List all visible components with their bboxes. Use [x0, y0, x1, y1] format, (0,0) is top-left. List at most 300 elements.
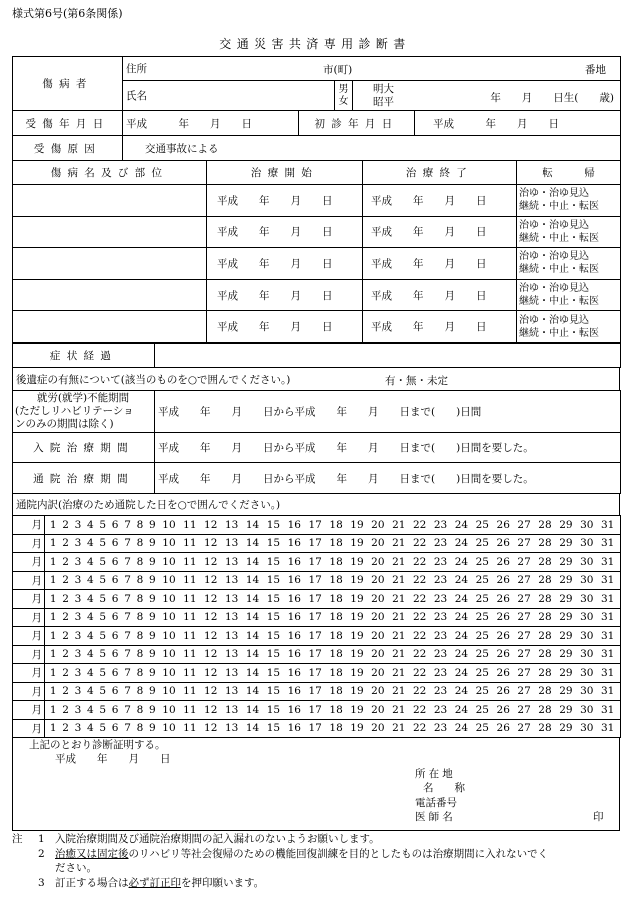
day-number[interactable]: 2	[62, 629, 69, 642]
day-number[interactable]: 27	[517, 555, 531, 568]
day-number[interactable]: 31	[600, 592, 615, 605]
day-number[interactable]: 19	[350, 629, 364, 642]
day-number[interactable]: 26	[496, 666, 510, 679]
day-number[interactable]: 27	[517, 629, 531, 642]
day-number[interactable]: 15	[266, 685, 281, 698]
day-number[interactable]: 16	[287, 722, 301, 735]
day-number[interactable]: 5	[99, 518, 107, 531]
day-number[interactable]: 25	[475, 518, 489, 531]
day-number[interactable]: 6	[111, 685, 119, 698]
day-number[interactable]: 17	[308, 666, 322, 679]
day-number[interactable]: 14	[245, 574, 260, 587]
day-number[interactable]: 12	[204, 518, 218, 531]
day-number[interactable]: 6	[111, 648, 119, 661]
first-visit-field[interactable]: 平成 年 月 日	[415, 111, 621, 136]
day-number[interactable]: 9	[148, 537, 156, 550]
month-cell[interactable]	[13, 701, 45, 720]
day-number[interactable]: 7	[124, 666, 131, 679]
day-number[interactable]: 14	[245, 611, 260, 624]
day-number[interactable]: 19	[350, 518, 364, 531]
day-number[interactable]: 4	[87, 555, 94, 568]
day-number[interactable]: 22	[412, 611, 427, 624]
day-number[interactable]: 1	[49, 592, 57, 605]
day-number[interactable]: 15	[266, 518, 281, 531]
day-number[interactable]: 23	[433, 722, 448, 735]
day-number[interactable]: 5	[99, 703, 107, 716]
day-number[interactable]: 26	[496, 611, 510, 624]
day-number[interactable]: 15	[266, 555, 281, 568]
day-number[interactable]: 8	[136, 555, 144, 568]
day-number[interactable]: 17	[308, 574, 322, 587]
day-number[interactable]: 29	[559, 537, 573, 550]
day-number[interactable]: 19	[350, 722, 364, 735]
month-cell[interactable]	[13, 553, 45, 572]
day-number[interactable]: 6	[111, 537, 119, 550]
day-number[interactable]: 17	[308, 592, 322, 605]
day-number[interactable]: 12	[204, 592, 218, 605]
day-number[interactable]: 9	[148, 666, 156, 679]
day-number[interactable]: 31	[600, 703, 615, 716]
day-number[interactable]: 25	[475, 574, 489, 587]
month-cell[interactable]	[13, 516, 45, 535]
work-period-field[interactable]: 平成 年 月 日から平成 年 月 日まで( )日間	[155, 391, 621, 433]
day-number[interactable]: 8	[136, 592, 144, 605]
day-number[interactable]: 14	[245, 592, 260, 605]
day-number[interactable]: 30	[580, 685, 594, 698]
day-number[interactable]: 12	[204, 611, 218, 624]
day-number[interactable]: 18	[329, 666, 343, 679]
day-number[interactable]: 20	[371, 611, 385, 624]
day-number[interactable]: 30	[580, 648, 594, 661]
outcome-field[interactable]	[517, 248, 621, 280]
day-number[interactable]: 3	[74, 685, 82, 698]
day-number[interactable]: 18	[329, 592, 343, 605]
day-number[interactable]: 31	[600, 648, 615, 661]
day-number[interactable]: 1	[49, 611, 57, 624]
day-number[interactable]: 24	[454, 518, 469, 531]
day-number[interactable]: 7	[124, 611, 131, 624]
injury-name-field[interactable]	[13, 216, 207, 248]
day-number[interactable]: 31	[600, 685, 615, 698]
month-cell[interactable]	[13, 608, 45, 627]
day-number[interactable]: 9	[148, 592, 156, 605]
day-number[interactable]: 3	[74, 722, 82, 735]
day-number[interactable]: 12	[204, 629, 218, 642]
day-number[interactable]: 20	[371, 537, 385, 550]
day-number[interactable]: 19	[350, 555, 364, 568]
day-number[interactable]: 12	[204, 703, 218, 716]
day-number[interactable]: 11	[183, 703, 197, 716]
day-number[interactable]: 5	[99, 537, 107, 550]
day-number[interactable]: 25	[475, 703, 489, 716]
day-number[interactable]: 21	[392, 666, 406, 679]
day-number[interactable]: 16	[287, 518, 301, 531]
day-number[interactable]: 4	[87, 518, 94, 531]
day-number[interactable]: 1	[49, 518, 57, 531]
day-number[interactable]: 6	[111, 666, 119, 679]
day-number[interactable]: 16	[287, 537, 301, 550]
day-number[interactable]: 1	[49, 685, 57, 698]
day-number[interactable]: 7	[124, 592, 131, 605]
day-number[interactable]: 23	[433, 574, 448, 587]
day-number[interactable]: 26	[496, 685, 510, 698]
treatment-start-field[interactable]: 平成 年 月 日	[207, 185, 363, 217]
month-cell[interactable]	[13, 664, 45, 683]
day-number[interactable]: 4	[87, 574, 94, 587]
day-number[interactable]: 10	[162, 555, 176, 568]
day-number[interactable]: 2	[62, 537, 69, 550]
day-number[interactable]: 19	[350, 666, 364, 679]
day-number[interactable]: 20	[371, 518, 385, 531]
day-number[interactable]: 24	[454, 666, 469, 679]
day-number[interactable]: 21	[392, 685, 406, 698]
day-number[interactable]: 16	[287, 703, 301, 716]
day-number[interactable]: 30	[580, 722, 594, 735]
day-number[interactable]: 9	[148, 685, 156, 698]
day-number[interactable]: 29	[559, 629, 573, 642]
day-number[interactable]: 20	[371, 703, 385, 716]
day-number[interactable]: 10	[162, 629, 176, 642]
month-cell[interactable]	[13, 590, 45, 609]
day-number[interactable]: 4	[87, 629, 94, 642]
day-number[interactable]: 16	[287, 555, 301, 568]
day-number[interactable]: 18	[329, 648, 343, 661]
day-number[interactable]: 31	[600, 722, 615, 735]
day-number[interactable]: 6	[111, 703, 119, 716]
day-number[interactable]: 23	[433, 648, 448, 661]
day-number[interactable]: 20	[371, 592, 385, 605]
day-number[interactable]: 17	[308, 555, 322, 568]
day-number[interactable]: 3	[74, 555, 82, 568]
day-number[interactable]: 13	[224, 611, 239, 624]
day-number[interactable]: 6	[111, 611, 119, 624]
treatment-start-field[interactable]: 平成 年 月 日	[207, 311, 363, 343]
day-number[interactable]: 7	[124, 648, 131, 661]
day-number[interactable]: 29	[559, 611, 573, 624]
month-cell[interactable]	[13, 571, 45, 590]
day-number[interactable]: 31	[600, 574, 615, 587]
day-number[interactable]: 4	[87, 537, 94, 550]
day-number[interactable]: 4	[87, 666, 94, 679]
day-number[interactable]: 15	[266, 722, 281, 735]
day-number[interactable]: 26	[496, 537, 510, 550]
day-number[interactable]: 12	[204, 685, 218, 698]
day-number[interactable]: 31	[600, 537, 615, 550]
day-number[interactable]: 26	[496, 648, 510, 661]
day-number[interactable]: 30	[580, 629, 594, 642]
day-number[interactable]: 4	[87, 611, 94, 624]
day-number[interactable]: 8	[136, 574, 144, 587]
day-number[interactable]: 10	[162, 685, 176, 698]
day-number[interactable]: 25	[475, 648, 489, 661]
day-number[interactable]: 30	[580, 574, 594, 587]
day-number[interactable]: 11	[183, 666, 197, 679]
symptom-field[interactable]	[155, 344, 621, 368]
day-number[interactable]: 21	[392, 703, 406, 716]
treatment-end-field[interactable]: 平成 年 月 日	[363, 279, 517, 311]
day-number[interactable]: 12	[204, 666, 218, 679]
birthdate-field[interactable]	[353, 81, 621, 111]
day-number[interactable]: 27	[517, 537, 531, 550]
day-number[interactable]: 18	[329, 629, 343, 642]
name-field[interactable]	[123, 81, 335, 111]
day-number[interactable]: 13	[224, 685, 239, 698]
day-number[interactable]: 24	[454, 703, 469, 716]
day-number[interactable]: 11	[183, 611, 197, 624]
day-number[interactable]: 8	[136, 666, 144, 679]
day-number[interactable]: 11	[183, 629, 197, 642]
day-number[interactable]: 28	[538, 555, 552, 568]
day-number[interactable]: 6	[111, 574, 119, 587]
day-number[interactable]: 20	[371, 722, 385, 735]
day-number[interactable]: 13	[224, 666, 239, 679]
day-number[interactable]: 15	[266, 648, 281, 661]
day-number[interactable]: 30	[580, 518, 594, 531]
day-number[interactable]: 28	[538, 629, 552, 642]
day-number[interactable]: 5	[99, 592, 107, 605]
day-number[interactable]: 16	[287, 611, 301, 624]
day-number[interactable]: 14	[245, 518, 260, 531]
day-number[interactable]: 8	[136, 685, 144, 698]
day-number[interactable]: 23	[433, 518, 448, 531]
day-number[interactable]: 22	[412, 722, 427, 735]
day-number[interactable]: 25	[475, 592, 489, 605]
day-number[interactable]: 25	[475, 611, 489, 624]
day-number[interactable]: 1	[49, 574, 57, 587]
treatment-start-field[interactable]: 平成 年 月 日	[207, 248, 363, 280]
day-number[interactable]: 3	[74, 537, 82, 550]
day-number[interactable]: 21	[392, 537, 406, 550]
day-number[interactable]: 9	[148, 722, 156, 735]
day-number[interactable]: 12	[204, 555, 218, 568]
day-number[interactable]: 29	[559, 592, 573, 605]
day-number[interactable]: 13	[224, 722, 239, 735]
day-number[interactable]: 18	[329, 611, 343, 624]
day-number[interactable]: 11	[183, 518, 197, 531]
day-number[interactable]: 17	[308, 518, 322, 531]
day-number[interactable]: 8	[136, 629, 144, 642]
day-number[interactable]: 24	[454, 537, 469, 550]
day-number[interactable]: 27	[517, 666, 531, 679]
day-number[interactable]: 10	[162, 666, 176, 679]
day-number[interactable]: 6	[111, 592, 119, 605]
day-number[interactable]: 17	[308, 611, 322, 624]
day-number[interactable]: 30	[580, 703, 594, 716]
day-number[interactable]: 30	[580, 592, 594, 605]
day-number[interactable]: 4	[87, 722, 94, 735]
day-number[interactable]: 7	[124, 574, 131, 587]
day-number[interactable]: 17	[308, 685, 322, 698]
day-number[interactable]: 22	[412, 703, 427, 716]
day-number[interactable]: 19	[350, 537, 364, 550]
day-number[interactable]: 23	[433, 592, 448, 605]
sequelae-options[interactable]: 有・無・未定	[385, 375, 448, 387]
day-number[interactable]: 25	[475, 666, 489, 679]
day-number[interactable]: 27	[517, 648, 531, 661]
day-number[interactable]: 27	[517, 592, 531, 605]
day-number[interactable]: 1	[49, 722, 57, 735]
outcome-field[interactable]	[517, 311, 621, 343]
day-number[interactable]: 21	[392, 722, 406, 735]
day-number[interactable]: 11	[183, 574, 197, 587]
day-number[interactable]: 3	[74, 592, 82, 605]
day-number[interactable]: 20	[371, 574, 385, 587]
day-number[interactable]: 23	[433, 537, 448, 550]
day-number[interactable]: 28	[538, 703, 552, 716]
day-number[interactable]: 31	[600, 611, 615, 624]
day-number[interactable]: 5	[99, 629, 107, 642]
day-number[interactable]: 16	[287, 592, 301, 605]
day-number[interactable]: 2	[62, 592, 69, 605]
day-number[interactable]: 24	[454, 685, 469, 698]
day-number[interactable]: 2	[62, 722, 69, 735]
day-number[interactable]: 30	[580, 666, 594, 679]
day-number[interactable]: 28	[538, 537, 552, 550]
day-number[interactable]: 20	[371, 629, 385, 642]
day-number[interactable]: 5	[99, 722, 107, 735]
day-number[interactable]: 11	[183, 722, 197, 735]
day-number[interactable]: 25	[475, 722, 489, 735]
day-number[interactable]: 17	[308, 703, 322, 716]
day-number[interactable]: 17	[308, 629, 322, 642]
day-number[interactable]: 3	[74, 666, 82, 679]
day-number[interactable]: 22	[412, 685, 427, 698]
day-number[interactable]: 11	[183, 592, 197, 605]
day-number[interactable]: 19	[350, 574, 364, 587]
day-number[interactable]: 15	[266, 592, 281, 605]
day-number[interactable]: 23	[433, 685, 448, 698]
day-number[interactable]: 22	[412, 537, 427, 550]
day-number[interactable]: 25	[475, 685, 489, 698]
day-number[interactable]: 22	[412, 666, 427, 679]
day-number[interactable]: 15	[266, 703, 281, 716]
day-number[interactable]: 12	[204, 574, 218, 587]
day-number[interactable]: 23	[433, 611, 448, 624]
day-number[interactable]: 9	[148, 703, 156, 716]
day-number[interactable]: 29	[559, 648, 573, 661]
day-number[interactable]: 15	[266, 611, 281, 624]
day-number[interactable]: 21	[392, 629, 406, 642]
day-number[interactable]: 18	[329, 555, 343, 568]
day-number[interactable]: 29	[559, 685, 573, 698]
day-number[interactable]: 24	[454, 611, 469, 624]
day-number[interactable]: 6	[111, 629, 119, 642]
day-number[interactable]: 27	[517, 574, 531, 587]
day-number[interactable]: 9	[148, 518, 156, 531]
day-number[interactable]: 2	[62, 611, 69, 624]
day-number[interactable]: 7	[124, 629, 131, 642]
day-number[interactable]: 19	[350, 703, 364, 716]
month-cell[interactable]	[13, 719, 45, 738]
day-number[interactable]: 22	[412, 518, 427, 531]
outpatient-field[interactable]: 平成 年 月 日から平成 年 月 日まで( )日間を要した。	[155, 463, 621, 494]
day-number[interactable]: 12	[204, 537, 218, 550]
day-number[interactable]: 8	[136, 537, 144, 550]
day-number[interactable]: 4	[87, 685, 94, 698]
day-number[interactable]: 11	[183, 555, 197, 568]
day-number[interactable]: 14	[245, 703, 260, 716]
day-number[interactable]: 24	[454, 574, 469, 587]
day-number[interactable]: 28	[538, 518, 552, 531]
day-number[interactable]: 22	[412, 629, 427, 642]
day-number[interactable]: 14	[245, 537, 260, 550]
day-number[interactable]: 6	[111, 722, 119, 735]
treatment-start-field[interactable]: 平成 年 月 日	[207, 279, 363, 311]
day-number[interactable]: 26	[496, 592, 510, 605]
day-number[interactable]: 10	[162, 722, 176, 735]
day-number[interactable]: 21	[392, 592, 406, 605]
day-number[interactable]: 10	[162, 518, 176, 531]
day-number[interactable]: 13	[224, 518, 239, 531]
injury-name-field[interactable]	[13, 185, 207, 217]
day-number[interactable]: 26	[496, 555, 510, 568]
day-number[interactable]: 24	[454, 648, 469, 661]
day-number[interactable]: 28	[538, 574, 552, 587]
day-number[interactable]: 5	[99, 555, 107, 568]
day-number[interactable]: 4	[87, 648, 94, 661]
day-number[interactable]: 25	[475, 629, 489, 642]
day-number[interactable]: 29	[559, 703, 573, 716]
day-number[interactable]: 8	[136, 611, 144, 624]
injury-name-field[interactable]	[13, 279, 207, 311]
day-number[interactable]: 8	[136, 722, 144, 735]
day-number[interactable]: 14	[245, 722, 260, 735]
day-number[interactable]: 10	[162, 703, 176, 716]
day-number[interactable]: 2	[62, 648, 69, 661]
day-number[interactable]: 13	[224, 555, 239, 568]
day-number[interactable]: 14	[245, 555, 260, 568]
day-number[interactable]: 21	[392, 555, 406, 568]
injury-name-field[interactable]	[13, 311, 207, 343]
day-number[interactable]: 8	[136, 648, 144, 661]
day-number[interactable]: 29	[559, 574, 573, 587]
day-number[interactable]: 13	[224, 629, 239, 642]
day-number[interactable]: 31	[600, 666, 615, 679]
day-number[interactable]: 24	[454, 555, 469, 568]
month-cell[interactable]	[13, 682, 45, 701]
day-number[interactable]: 28	[538, 685, 552, 698]
day-number[interactable]: 25	[475, 555, 489, 568]
day-number[interactable]: 5	[99, 685, 107, 698]
day-number[interactable]: 14	[245, 685, 260, 698]
day-number[interactable]: 24	[454, 722, 469, 735]
day-number[interactable]: 15	[266, 574, 281, 587]
day-number[interactable]: 13	[224, 648, 239, 661]
day-number[interactable]: 26	[496, 574, 510, 587]
day-number[interactable]: 3	[74, 574, 82, 587]
day-number[interactable]: 29	[559, 666, 573, 679]
day-number[interactable]: 19	[350, 648, 364, 661]
day-number[interactable]: 18	[329, 574, 343, 587]
day-number[interactable]: 13	[224, 574, 239, 587]
day-number[interactable]: 2	[62, 685, 69, 698]
day-number[interactable]: 16	[287, 648, 301, 661]
day-number[interactable]: 5	[99, 666, 107, 679]
outcome-field[interactable]	[517, 279, 621, 311]
day-number[interactable]: 21	[392, 611, 406, 624]
day-number[interactable]: 15	[266, 629, 281, 642]
day-number[interactable]: 27	[517, 518, 531, 531]
day-number[interactable]: 21	[392, 518, 406, 531]
day-number[interactable]: 28	[538, 611, 552, 624]
day-number[interactable]: 17	[308, 537, 322, 550]
day-number[interactable]: 10	[162, 537, 176, 550]
day-number[interactable]: 26	[496, 629, 510, 642]
day-number[interactable]: 1	[49, 648, 57, 661]
day-number[interactable]: 2	[62, 574, 69, 587]
day-number[interactable]: 26	[496, 703, 510, 716]
day-number[interactable]: 18	[329, 537, 343, 550]
